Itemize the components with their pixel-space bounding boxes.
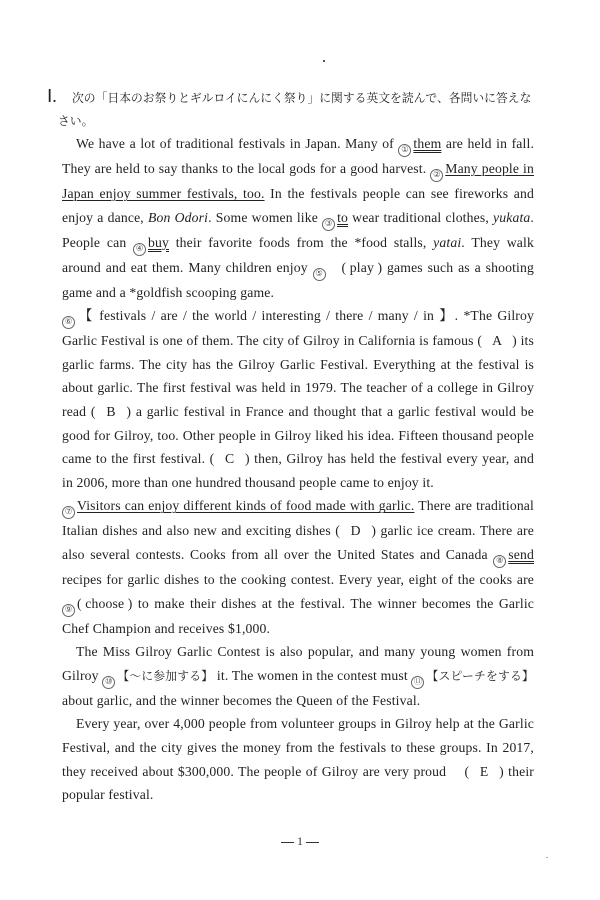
text-span: games such as a shooting game and a *goldfish scooping game.: [62, 259, 534, 300]
text-span: In the festivals people can see fireworks and enjoy a dance,: [62, 186, 534, 225]
text-span: garlic ice cream. There are also several contests. Cooks from all over the United States and Canada: [62, 523, 534, 562]
scan-mark: [323, 60, 325, 62]
text-span: We have a lot of traditional festivals in Japan. Many of: [76, 136, 394, 151]
text-span: then, Gilroy has held the festival every year, and in 2006, more than one hundred thousand people came to enjoy it.: [62, 451, 535, 490]
question-instruction-line2: さい。: [58, 114, 94, 128]
marker-2: ②: [430, 169, 443, 182]
text-span: . People can: [62, 209, 534, 250]
verb-form-choose: ( choose ): [77, 595, 133, 611]
text-span: a garlic festival in France and thought that a garlic festival would be good for Gilroy, too. Other people in Gilroy liked his idea. Fifteen thousand people came to the first festival.: [62, 403, 534, 467]
text-span: it. The women in the contest must: [213, 667, 412, 683]
marker-8: ⑧: [493, 555, 506, 568]
paragraph-4: [62, 640, 534, 712]
text-span: about garlic, and the winner becomes the Queen of the Festival.: [62, 692, 421, 708]
scan-mark: [546, 857, 548, 858]
page-number: 1: [297, 834, 303, 848]
question-header: [47, 87, 547, 133]
question-number: Ⅰ.: [47, 86, 57, 106]
marker-3: ③: [322, 218, 335, 231]
marker-4: ④: [133, 243, 146, 256]
italic-yukata: yukata: [493, 209, 531, 225]
blank-A: ( A ): [477, 333, 517, 349]
japanese-hint-speech: 【スピーチをする】: [426, 668, 534, 683]
text-span: wear traditional clothes,: [348, 209, 494, 225]
marker-9: ⑨: [62, 604, 75, 617]
underlined-them: them: [413, 136, 442, 151]
underlined-send: send: [508, 546, 534, 562]
text-span: are held in fall. They are held to say thanks to the local gods for a good harvest.: [62, 136, 535, 176]
paragraph-2: [62, 304, 534, 494]
paragraph-1: [62, 132, 534, 304]
underlined-buy: buy: [148, 234, 170, 250]
dash-left: [281, 842, 294, 843]
text-span: recipes for garlic dishes to the cooking contest. Every year, eight of the cooks are: [62, 571, 534, 587]
marker-7: ⑦: [62, 506, 75, 519]
marker-10: ⑩: [102, 676, 115, 689]
dash-right: [306, 842, 319, 843]
underlined-to: to: [337, 209, 349, 225]
underlined-sentence-7: Visitors can enjoy different kinds of food made with garlic.: [77, 498, 415, 514]
marker-5: ⑤: [313, 268, 326, 281]
text-span: their favorite foods from the *food stalls,: [169, 234, 434, 250]
marker-11: ⑪: [411, 676, 424, 689]
blank-E: ( E ): [464, 763, 504, 779]
text-span: The Miss Gilroy Garlic Contest is also popular, and many young women from Gilroy: [62, 644, 534, 683]
page-footer: [0, 834, 600, 849]
text-span: Every year, over 4,000 people from volunteer groups in Gilroy help at the Garlic Festival, and the city gives the money from the festivals to these groups. In 2017, they received about $300,000. The people of Gilroy are very proud: [62, 716, 534, 779]
paragraph-5: [62, 712, 534, 806]
marker-6: ⑥: [62, 316, 75, 329]
blank-C: ( C ): [209, 451, 250, 467]
italic-yatai: yatai: [433, 234, 462, 250]
italic-bon-odori: Bon Odori: [148, 209, 209, 225]
reading-passage: [62, 132, 534, 807]
word-order-brackets: 【 festivals / are / the world / interesting / there / many / in 】: [77, 308, 455, 324]
blank-B: ( B ): [90, 403, 132, 419]
blank-D: ( D ): [335, 523, 377, 539]
japanese-hint-participate: 【～に参加する】: [117, 668, 214, 683]
text-span: There are traditional Italian dishes and also new and exciting dishes: [62, 498, 534, 539]
text-span: . *The Gilroy Garlic Festival is one of them. The city of Gilroy in California is famous: [62, 308, 534, 349]
marker-1: ①: [398, 144, 411, 157]
underlined-sentence-2: Many people in Japan enjoy summer festivals, too.: [62, 161, 535, 201]
text-span: to make their dishes at the festival. The winner becomes the Garlic Chef Champion and receives $1,000.: [62, 595, 534, 636]
paragraph-3: [62, 494, 534, 640]
text-span: its garlic farms. The city has the Gilroy Garlic Festival. Everything at the festival is about garlic. The first festival was held in 1979. The teacher of a college in Gilroy read: [62, 333, 534, 419]
text-span: . Some women like: [208, 209, 323, 225]
text-span: their popular festival.: [62, 763, 534, 803]
text-span: . They walk around and eat them. Many children enjoy: [62, 234, 534, 275]
verb-form-play: ( play ): [341, 259, 383, 275]
question-instruction-line1: 次の「日本のお祭りとギルロイにんにく祭り」に関する英文を読んで、各問いに答えな: [72, 91, 532, 105]
